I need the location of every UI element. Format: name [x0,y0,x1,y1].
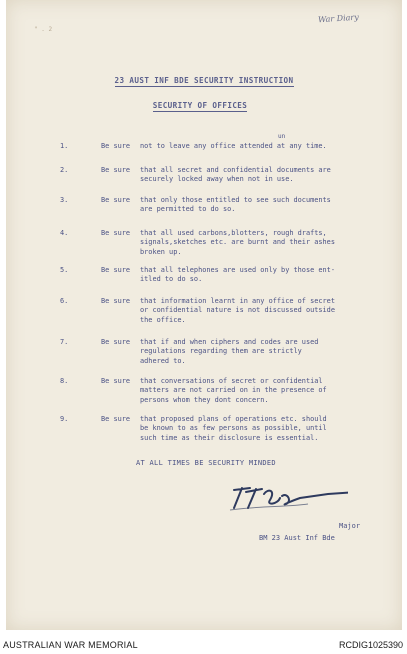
item-text: that conversations of secret or confidential matters are not carried on in the presence of persons whom they dont concern. [140,377,327,404]
be-sure-label: Be sure [101,166,131,174]
item-number: 9. [60,415,69,423]
item-text: that all secret and confidential documents are securely locked away when not in use. [140,166,331,184]
item-number: 8. [60,377,69,385]
be-sure-label: Be sure [101,297,131,305]
be-sure-label: Be sure [101,415,131,423]
item-number: 6. [60,297,69,305]
signature-image [228,480,348,520]
footer-record-id: RCDIG1025390 [338,640,403,650]
handwritten-insertion: un [278,133,286,140]
closing-line: AT ALL TIMES BE SECURITY MINDED [136,459,276,467]
item-number: 1. [60,142,69,150]
footer-institution: AUSTRALIAN WAR MEMORIAL [3,640,138,650]
document-title: 23 AUST INF BDE SECURITY INSTRUCTION [114,76,294,85]
item-number: 5. [60,266,69,274]
be-sure-label: Be sure [101,142,131,150]
item-text: that if and when ciphers and codes are used regulations regarding them are strictly adhered to. [140,338,319,365]
item-number: 7. [60,338,69,346]
item-text: not to leave any office attended at any time. [140,142,327,150]
be-sure-label: Be sure [101,196,131,204]
be-sure-label: Be sure [101,229,131,237]
document-page [6,0,402,630]
be-sure-label: Be sure [101,266,131,274]
item-number: 2. [60,166,69,174]
item-number: 3. [60,196,69,204]
item-text: that all used carbons,blotters, rough drafts, signals,sketches etc. are burnt and their ashes broken up. [140,229,335,256]
item-text: that only those entitled to see such documents are permitted to do so. [140,196,331,214]
be-sure-label: Be sure [101,377,131,385]
be-sure-label: Be sure [101,338,131,346]
handwritten-note: War Diary [317,12,360,25]
signatory-designation: BM 23 Aust Inf Bde [259,534,335,542]
item-text: that information learnt in any office of secret or confidential nature is not discussed outside the office. [140,297,335,324]
document-subtitle: SECURITY OF OFFICES [152,101,248,110]
item-number: 4. [60,229,69,237]
corner-mark: " . 2 [34,26,53,33]
item-text: that all telephones are used only by those ent- itled to do so. [140,266,335,284]
signatory-rank: Major [339,522,361,530]
item-text: that proposed plans of operations etc. should be known to as few persons as possible, until such time as their disclosure is essential. [140,415,327,442]
archive-footer [0,638,407,654]
